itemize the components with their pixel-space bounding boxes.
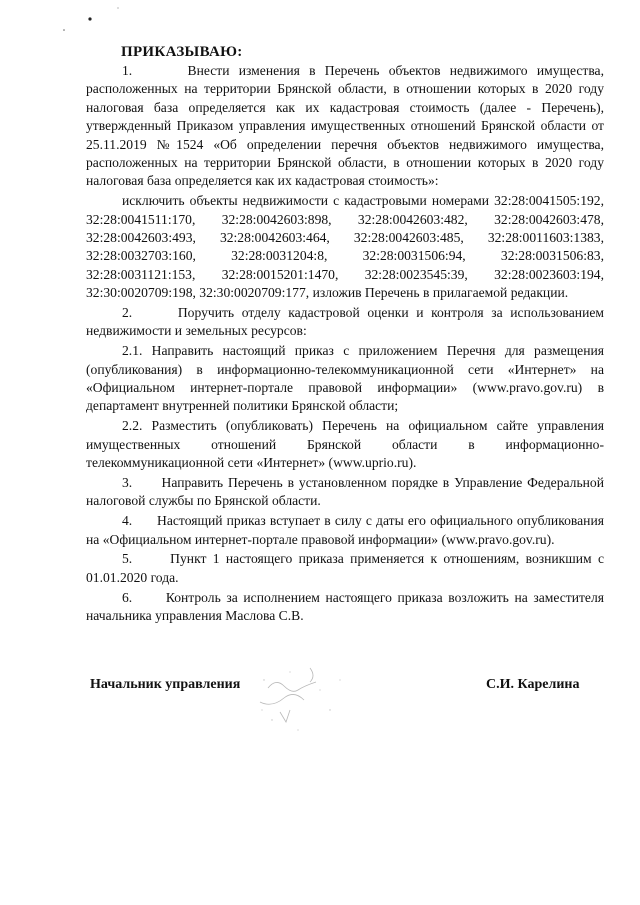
scan-artifact-icon: [0, 0, 640, 40]
document-body: [86, 62, 604, 627]
signature-name: С.И. Карелина: [486, 677, 580, 692]
paragraph-cadastral-list: исключить объекты недвижимости с кадастровыми номерами 32:28:0041505:192, 32:28:0041511:170, 32:28:0042603:898, 32:28:0042603:482, 32:28:0042603:478, 32:28:0042603:493, 32:28:0042603:464, 32:28:0042603:485, 32:28:0011603:1383, 32:28:0032703:160, 32:28:0031204:8, 32:28:0031506:94, 32:28:0031506:83, 32:28:0031121:153, 32:28:0015201:1470, 32:28:0023545:39, 32:28:0023603:194, 32:30:0020709:198, 32:30:0020709:177, изложив Перечень в прилагаемой редакции.: [86, 193, 604, 301]
paragraph-3: 3. Направить Перечень в установленном порядке в Управление Федеральной налоговой службы по Брянской области.: [86, 474, 604, 509]
paragraph-2-1: 2.1. Направить настоящий приказ с приложением Перечня для размещения (опубликования) в информационно-телекоммуникационной сети «Интернет» на «Официальном интернет-портале правовой информации» (www.pravo.gov.ru) в департамент внутренней политики Брянской области;: [86, 343, 604, 414]
paragraph-6: 6. Контроль за исполнением настоящего приказа возложить на заместителя начальника управления Маслова С.В.: [86, 589, 604, 623]
faded-signature-icon: [250, 650, 370, 740]
paragraph-1: 1. Внести изменения в Перечень объектов недвижимого имущества, расположенных на территории Брянской области, в отношении которых в 2020 году налоговая база определяется как их кадастровая стоимость (далее - Перечень), утвержденный Приказом управления имущественных отношений Брянской области от 25.11.2019 №1524 «Об определении перечня объектов недвижимого имущества, расположенных на территории Брянской области, в отношении которых в 2020 году налоговая база определяется как их кадастровая стоимость»:: [86, 63, 604, 189]
signature-position: Начальник управления: [90, 677, 241, 692]
paragraph-5: 5. Пункт 1 настоящего приказа применяется к отношениям, возникшим с 01.01.2020 года.: [86, 551, 604, 585]
paragraph-2-2: 2.2. Разместить (опубликовать) Перечень на официальном сайте управления имущественных отношений Брянской области в информационно-телекоммуникационной сети «Интернет» (www.uprio.ru).: [86, 418, 604, 471]
paragraph-4: 4. Настоящий приказ вступает в силу с даты его официального опубликования на «Официальном интернет-портале правовой информации» (www.pravo.gov.ru).: [86, 513, 604, 547]
order-heading: ПРИКАЗЫВАЮ:: [121, 44, 243, 60]
paragraph-2: 2. Поручить отделу кадастровой оценки и контроля за использованием недвижимости и земельных ресурсов:: [86, 305, 604, 339]
